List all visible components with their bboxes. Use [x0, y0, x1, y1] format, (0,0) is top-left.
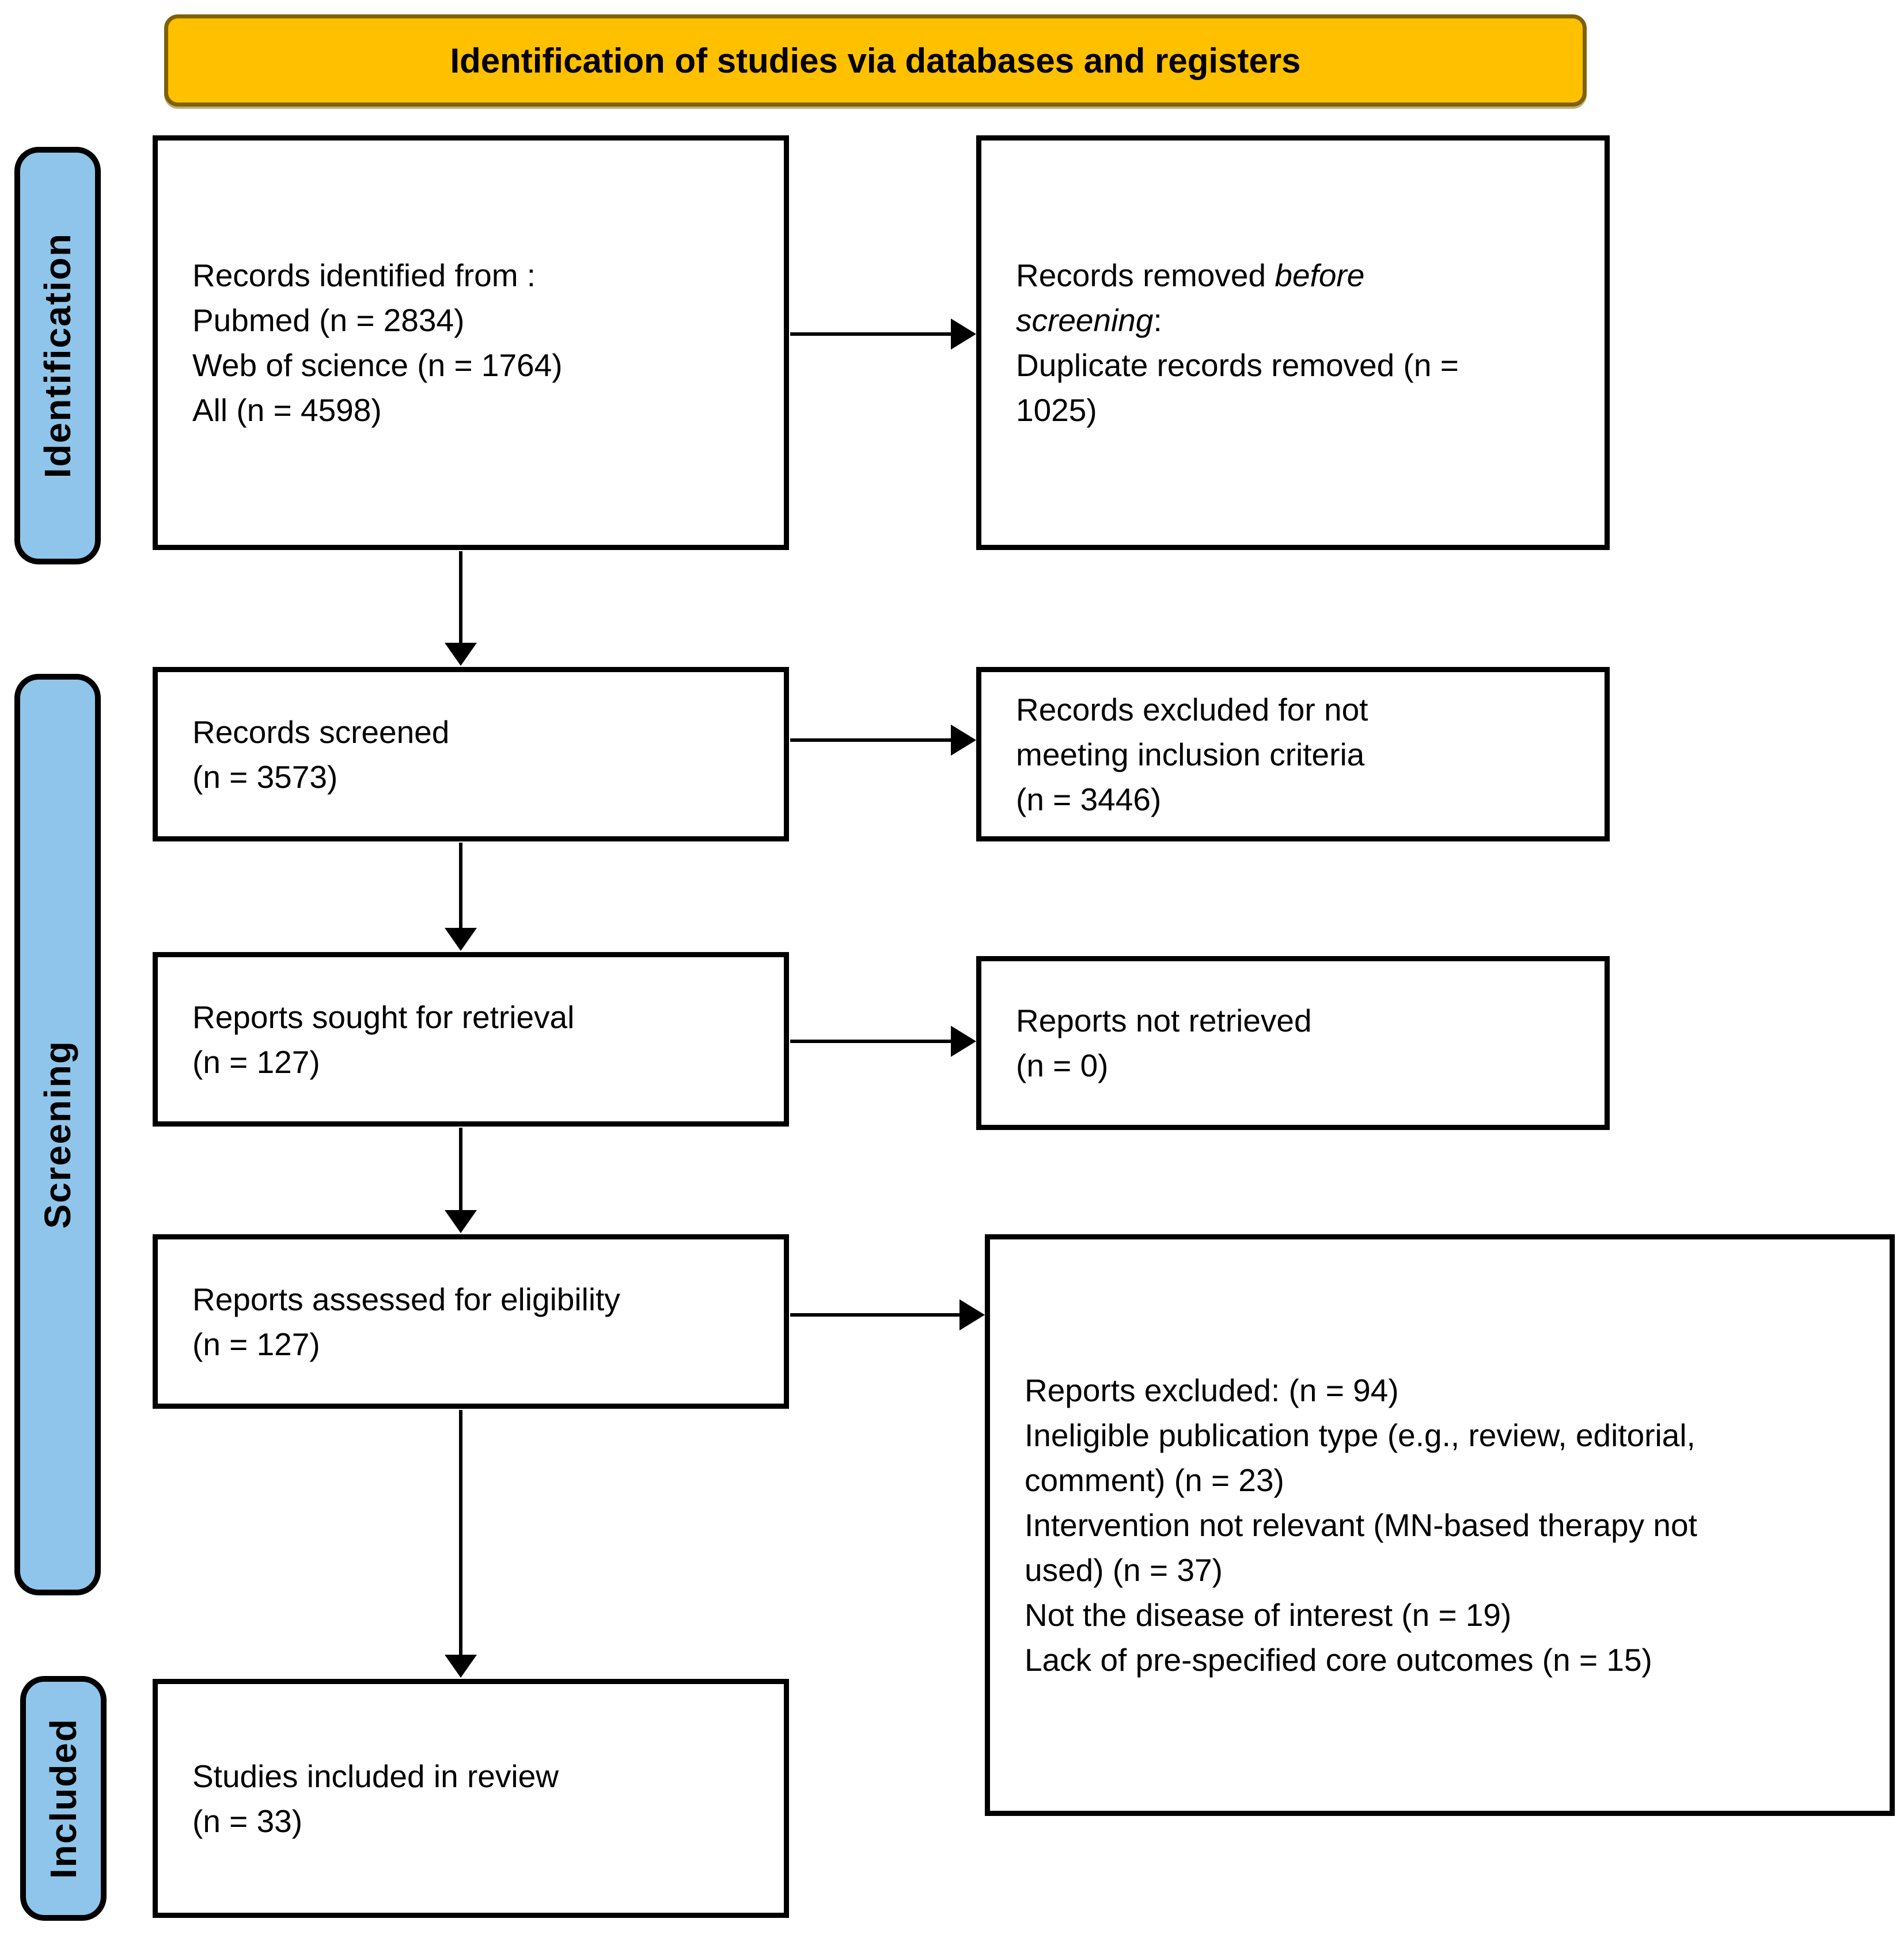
arrow-shaft: [459, 1410, 462, 1657]
reports-not-retrieved-count: (n = 0): [1016, 1048, 1109, 1083]
arrow-shaft: [790, 738, 953, 742]
arrow-assessed-to-reports-excluded: [790, 1299, 985, 1330]
diagram-title-banner: [164, 14, 1587, 107]
reports-excluded-reason-1a: Ineligible publication type (e.g., review, editorial,: [1025, 1417, 1696, 1453]
reports-excluded-reason-2a: Intervention not relevant (MN-based therapy not: [1025, 1507, 1697, 1543]
records-removed-italic-screening: screening: [1016, 302, 1154, 338]
arrowhead-down-icon: [445, 928, 477, 951]
diagram-title: Identification of studies via databases and registers: [450, 41, 1301, 80]
stage-label-included-text: Included: [43, 1717, 84, 1879]
stage-label-included: [20, 1676, 107, 1921]
records-identified-all: All (n = 4598): [192, 392, 382, 428]
records-excluded-count: (n = 3446): [1016, 781, 1162, 817]
records-removed-line-4: 1025): [1016, 392, 1097, 428]
arrow-shaft: [459, 551, 462, 645]
records-removed-text: Records removed: [1016, 257, 1275, 293]
reports-assessed-label: Reports assessed for eligibility: [192, 1281, 620, 1317]
arrowhead-down-icon: [445, 1655, 477, 1678]
stage-label-screening: [14, 674, 101, 1595]
reports-sought-label: Reports sought for retrieval: [192, 999, 575, 1035]
stage-label-identification: [14, 147, 101, 564]
records-screened-count: (n = 3573): [192, 759, 338, 795]
arrow-screened-to-excluded: [790, 725, 976, 756]
reports-excluded-reason-3: Not the disease of interest (n = 19): [1025, 1597, 1512, 1633]
arrowhead-right-icon: [951, 318, 976, 350]
box-records-excluded: [976, 667, 1610, 841]
arrowhead-right-icon: [951, 725, 976, 756]
arrow-shaft: [790, 1040, 953, 1043]
records-removed-line-2: [1016, 298, 1598, 343]
studies-included-count: (n = 33): [192, 1803, 303, 1839]
arrowhead-right-icon: [951, 1026, 976, 1057]
arrow-sought-to-not-retrieved: [790, 1026, 976, 1057]
studies-included-label: Studies included in review: [192, 1758, 559, 1794]
arrowhead-right-icon: [959, 1299, 985, 1330]
arrow-assessed-to-included: [445, 1410, 477, 1678]
arrow-shaft: [459, 843, 462, 930]
reports-excluded-reason-4: Lack of pre-specified core outcomes (n = 15): [1025, 1642, 1652, 1678]
records-removed-colon: :: [1153, 302, 1162, 338]
records-removed-italic-before: before: [1275, 257, 1365, 293]
box-records-screened: [153, 667, 789, 841]
arrow-identified-to-removed: [790, 318, 976, 350]
arrow-shaft: [790, 332, 953, 336]
arrow-shaft: [459, 1128, 462, 1212]
box-reports-assessed: [153, 1234, 789, 1409]
box-reports-not-retrieved: [976, 956, 1610, 1130]
arrowhead-down-icon: [445, 1210, 477, 1233]
stage-label-identification-text: Identification: [37, 233, 78, 479]
arrow-identified-to-screened: [445, 551, 477, 666]
reports-excluded-reason-1b: comment) (n = 23): [1025, 1462, 1284, 1498]
box-records-identified: [153, 135, 789, 550]
box-records-removed: [976, 135, 1610, 550]
records-identified-wos: Web of science (n = 1764): [192, 347, 563, 383]
reports-sought-count: (n = 127): [192, 1044, 320, 1080]
records-screened-label: Records screened: [192, 714, 450, 750]
records-excluded-line-1: Records excluded for not: [1016, 691, 1368, 727]
reports-excluded-reason-2b: used) (n = 37): [1025, 1552, 1223, 1588]
records-identified-line: Records identified from :: [192, 257, 536, 293]
arrow-shaft: [790, 1313, 962, 1317]
reports-not-retrieved-label: Reports not retrieved: [1016, 1003, 1312, 1038]
records-removed-line-1: [1016, 253, 1598, 298]
box-reports-excluded: [985, 1234, 1895, 1816]
arrow-sought-to-assessed: [445, 1128, 477, 1233]
records-removed-line-3: Duplicate records removed (n =: [1016, 347, 1459, 383]
box-reports-sought: [153, 952, 789, 1127]
reports-assessed-count: (n = 127): [192, 1326, 320, 1362]
arrowhead-down-icon: [445, 643, 477, 666]
records-identified-pubmed: Pubmed (n = 2834): [192, 302, 465, 338]
records-excluded-line-2: meeting inclusion criteria: [1016, 736, 1365, 772]
arrow-screened-to-sought: [445, 843, 477, 951]
reports-excluded-header: Reports excluded: (n = 94): [1025, 1372, 1399, 1408]
box-studies-included: [153, 1679, 789, 1918]
stage-label-screening-text: Screening: [37, 1040, 78, 1229]
